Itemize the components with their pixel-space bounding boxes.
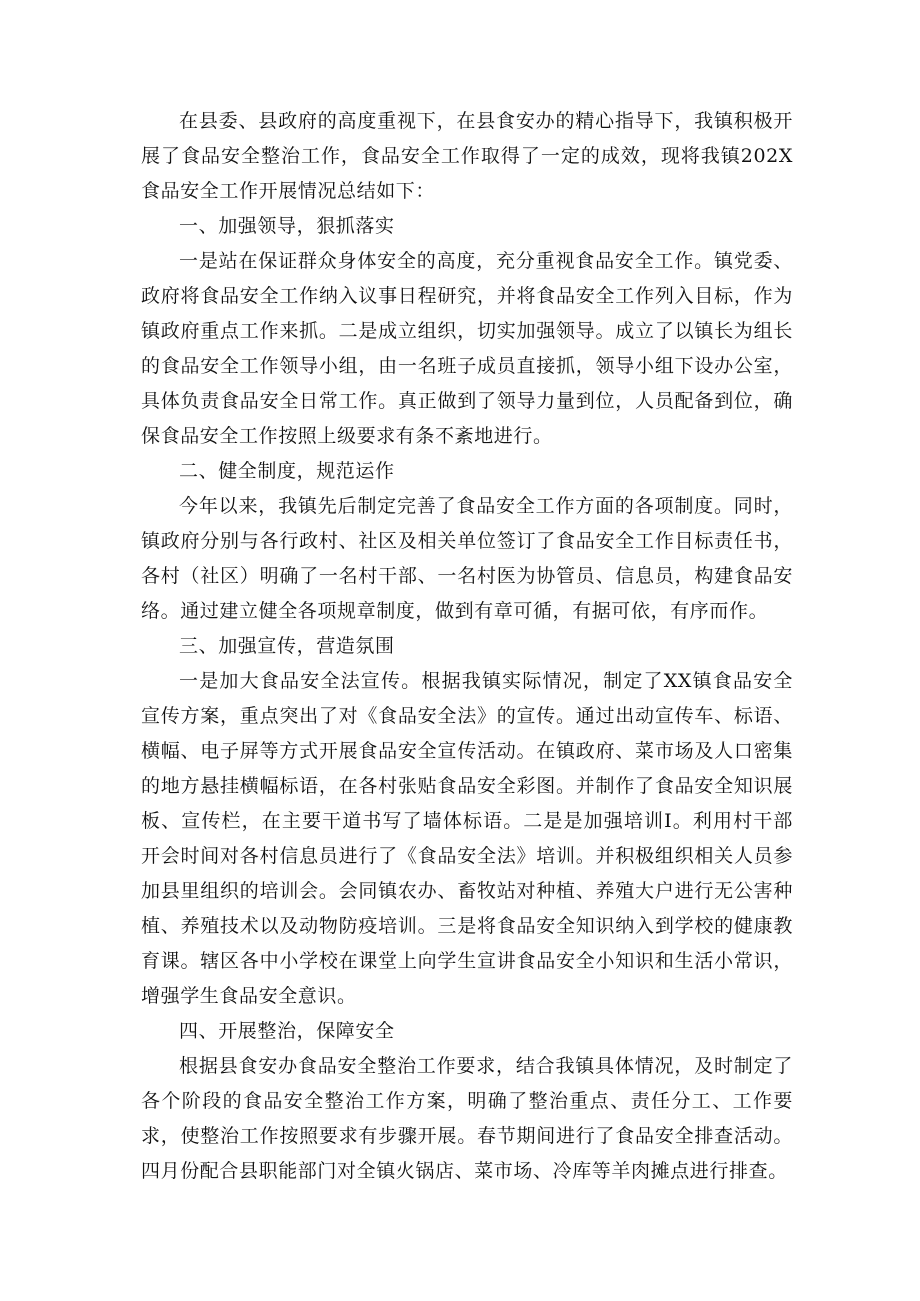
intro-paragraph: 在县委、县政府的高度重视下，在县食安办的精心指导下，我镇积极开展了食品安全整治工作，食品安全工作取得了一定的成效，现将我镇202X食品安全工作开展情况总结如下： [141,110,793,202]
section-3-heading: 三、加强宣传，营造氛围 [179,635,395,657]
section-1-body: 一是站在保证群众身体安全的高度，充分重视食品安全工作。镇党委、政府将食品安全工作纳入议事日程研究，并将食品安全工作列入目标，作为镇政府重点工作来抓。二是成立组织，切实加强领导。成立了以镇长为组长的食品安全工作领导小组，由一名班子成员直接抓，领导小组下设办公室，具体负责食品安全日常工作。真正做到了领导力量到位，人员配备到位，确保食品安全工作按照上级要求有条不紊地进行。 [141,250,793,447]
section-3-body: 一是加大食品安全法宣传。根据我镇实际情况，制定了XX镇食品安全宣传方案，重点突出了对《食品安全法》的宣传。通过出动宣传车、标语、横幅、电子屏等方式开展食品安全宣传活动。在镇政府、菜市场及人口密集的地方悬挂横幅标语，在各村张贴食品安全彩图。并制作了食品安全知识展板、宣传栏，在主要干道书写了墙体标语。二是是加强培训I。利用村干部开会时间对各村信息员进行了《食品安全法》培训。并积极组织相关人员参加县里组织的培训会。会同镇农办、畜牧站对种植、养殖大户进行无公害种植、养殖技术以及动物防疫培训。三是将食品安全知识纳入到学校的健康教育课。辖区各中小学校在课堂上向学生宣讲食品安全小知识和生活小常识，增强学生食品安全意识。 [141,670,793,1007]
section-2-body: 今年以来，我镇先后制定完善了食品安全工作方面的各项制度。同时，镇政府分别与各行政村、社区及相关单位签订了食品安全工作目标责任书，各村（社区）明确了一名村干部、一名村医为协管员、信息员，构建食品安络。通过建立健全各项规章制度，做到有章可循，有据可依，有序而作。 [141,495,793,622]
section-2-heading: 二、健全制度，规范运作 [179,460,395,482]
document-page [141,104,793,1189]
section-4-body: 根据县食安办食品安全整治工作要求，结合我镇具体情况，及时制定了各个阶段的食品安全整治工作方案，明确了整治重点、责任分工、工作要求，使整治工作按照要求有步骤开展。春节期间进行了食品安全排查活动。四月份配合县职能部门对全镇火锅店、菜市场、冷库等羊肉摊点进行排查。 [141,1055,793,1182]
section-4-heading: 四、开展整治，保障安全 [179,1020,395,1042]
section-1-heading: 一、加强领导，狠抓落实 [179,215,395,237]
